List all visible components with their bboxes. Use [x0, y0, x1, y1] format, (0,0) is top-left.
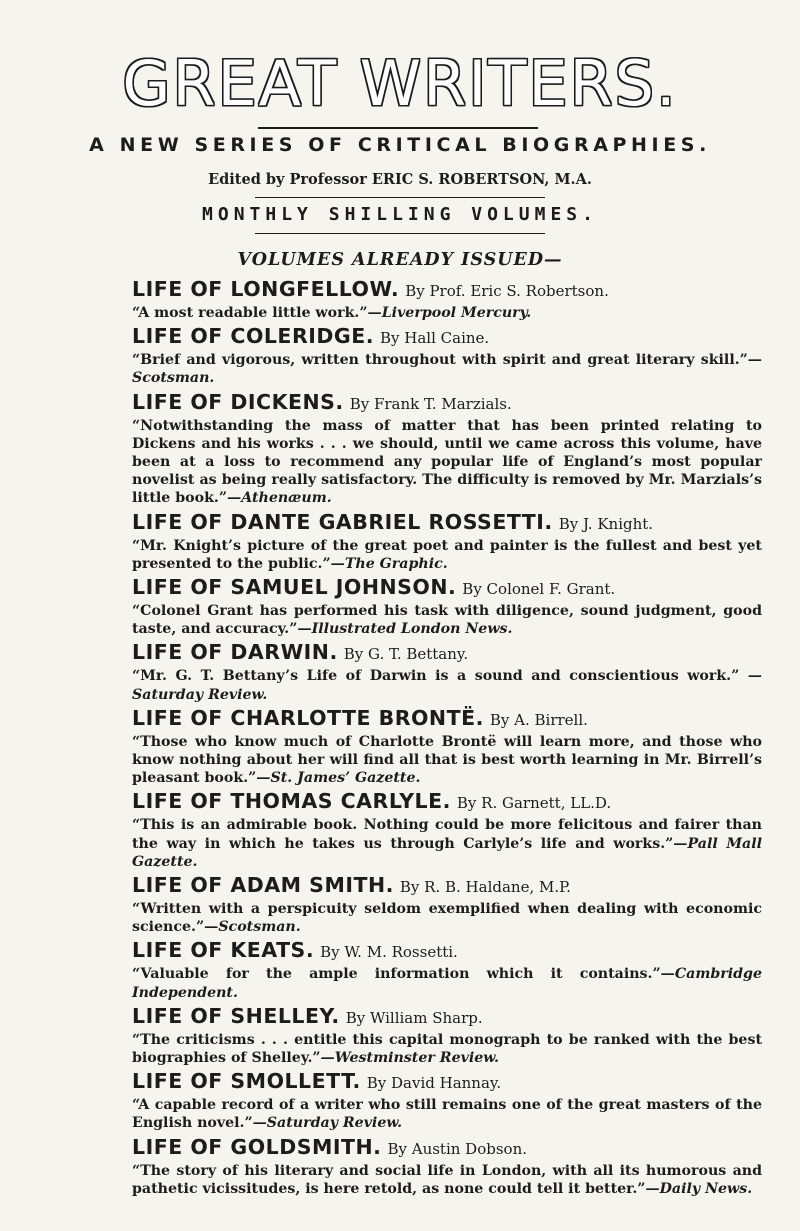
review-quote: “This is an admirable book. Nothing could be more felicitous and fairer than the way in which he takes us through Carlyle’s life and works.”—Pall Mall Gazette.	[132, 817, 763, 870]
review-quote: “Mr. G. T. Bettany’s Life of Darwin is a sound and conscientious work.” —Saturday Review.	[132, 668, 762, 703]
review-source: Westminster Review.	[334, 1050, 499, 1067]
review-quote: “Colonel Grant has performed his task with diligence, sound judgment, good taste, and accuracy.”—Illustrated London News.	[132, 603, 762, 638]
volume-title: LIFE OF SAMUEL JOHNSON.	[132, 575, 457, 600]
volume-author: By A. Birrell.	[489, 710, 588, 729]
volume-entry-rossetti	[132, 508, 762, 573]
review-source: The Graphic.	[344, 555, 448, 572]
volume-list	[132, 275, 762, 1198]
page-title: GREAT WRITERS.	[122, 47, 678, 120]
review-source: Saturday Review.	[266, 1115, 403, 1132]
review-quote: “Those who know much of Charlotte Brontë will learn more, and those who know nothing about her will find all that is best worth learning in Mr. Birrell’s pleasant book.”—St. James’ Gazette.	[132, 733, 762, 787]
monthly-heading: MONTHLY SHILLING VOLUMES.	[202, 204, 598, 225]
volume-author: By G. T. Bettany.	[343, 645, 469, 664]
volume-entry-shelley	[132, 1002, 762, 1067]
volume-title: LIFE OF LONGFELLOW.	[132, 277, 400, 301]
volume-author: By Austin Dobson.	[387, 1139, 527, 1158]
volume-title: LIFE OF DICKENS.	[132, 389, 344, 414]
volume-entry-keats	[132, 936, 762, 1001]
volume-title: LIFE OF ADAM SMITH.	[132, 873, 394, 898]
review-quote: “The story of his literary and social life in London, with all its humorous and pathetic vicissitudes, is here retold, as none could tell it better.”—Daily News.	[132, 1162, 762, 1197]
review-source: Scotsman.	[132, 370, 215, 387]
review-source: Scotsman.	[218, 919, 301, 936]
volume-entry-longfellow	[132, 275, 762, 322]
review-source: Cambridge Independent.	[132, 966, 762, 1001]
volume-entry-carlyle	[132, 787, 762, 871]
review-source: Saturday Review.	[132, 686, 268, 703]
review-quote: “Brief and vigorous, written throughout with spirit and great literary skill.”—Scotsman.	[132, 352, 762, 387]
review-quote: “A most readable little work.”—Liverpool Mercury.	[132, 305, 532, 321]
volume-author: By David Hannay.	[366, 1074, 502, 1093]
volume-entry-dickens	[132, 388, 762, 508]
volume-author: By Frank T. Marzials.	[349, 394, 512, 413]
monthly-rule-top	[255, 197, 545, 198]
volume-title: LIFE OF GOLDSMITH.	[132, 1134, 382, 1159]
title-rule	[258, 127, 538, 129]
volume-author: By W. M. Rossetti.	[320, 943, 458, 962]
volume-entry-smollett	[132, 1067, 762, 1132]
review-quote: “Notwithstanding the mass of matter that has been printed relating to Dickens and his works . . . we should, until we came across this volume, have been at a loss to recommend any popular life of England’s most popular novelist as being really satisfactory. The difficulty is removed by Mr. Marzials’s little book.”—Athenæum.	[132, 417, 762, 507]
editor-line: Edited by Professor ERIC S. ROBERTSON, M.A.	[208, 171, 592, 188]
volume-title: LIFE OF CHARLOTTE BRONTË.	[132, 705, 484, 730]
review-source: Illustrated London News.	[311, 621, 513, 638]
volume-author: By Hall Caine.	[380, 329, 490, 348]
series-heading: A NEW SERIES OF CRITICAL BIOGRAPHIES.	[89, 134, 711, 156]
review-source: Daily News.	[659, 1180, 753, 1197]
volume-author: By J. Knight.	[558, 514, 654, 533]
monthly-rule-bottom	[255, 233, 545, 234]
volume-entry-bronte	[132, 704, 762, 788]
review-quote: “Valuable for the ample information which it contains.”—Cambridge Independent.	[132, 966, 762, 1001]
review-source: St. James’ Gazette.	[270, 770, 421, 787]
volume-entry-coleridge	[132, 322, 762, 387]
review-quote: “The criticisms . . . entitle this capital monograph to be ranked with the best biographies of Shelley.”—Westminster Review.	[132, 1031, 762, 1067]
review-source: Pall Mall Gazette.	[132, 835, 763, 870]
volume-author: By R. Garnett, LL.D.	[456, 794, 612, 813]
review-source: Liverpool Mercury.	[381, 305, 532, 321]
volume-title: LIFE OF DARWIN.	[132, 640, 338, 665]
review-quote: “A capable record of a writer who still remains one of the great masters of the English novel.”—Saturday Review.	[132, 1097, 762, 1132]
volume-entry-adam-smith	[132, 871, 762, 936]
review-quote: “Written with a perspicuity seldom exemplified when dealing with economic science.”—Scotsman.	[132, 901, 762, 936]
volume-entry-darwin	[132, 638, 762, 703]
volume-title: LIFE OF COLERIDGE.	[132, 324, 374, 349]
volume-entry-johnson	[132, 573, 762, 638]
volume-author: By William Sharp.	[345, 1008, 483, 1027]
volume-title: LIFE OF SHELLEY.	[132, 1003, 340, 1028]
volume-entry-goldsmith	[132, 1133, 762, 1198]
volume-title: LIFE OF DANTE GABRIEL ROSSETTI.	[132, 509, 553, 534]
volume-author: By Colonel F. Grant.	[462, 580, 616, 599]
issued-heading: VOLUMES ALREADY ISSUED—	[237, 250, 563, 270]
review-quote: “Mr. Knight’s picture of the great poet and painter is the fullest and best yet presented to the public.”—The Graphic.	[132, 537, 762, 572]
volume-title: LIFE OF SMOLLETT.	[132, 1069, 361, 1094]
volume-title: LIFE OF THOMAS CARLYLE.	[132, 789, 451, 814]
volume-title: LIFE OF KEATS.	[132, 938, 315, 963]
review-source: Athenæum.	[241, 490, 332, 507]
volume-author: By Prof. Eric S. Robertson.	[405, 282, 609, 300]
volume-author: By R. B. Haldane, M.P.	[399, 878, 571, 897]
